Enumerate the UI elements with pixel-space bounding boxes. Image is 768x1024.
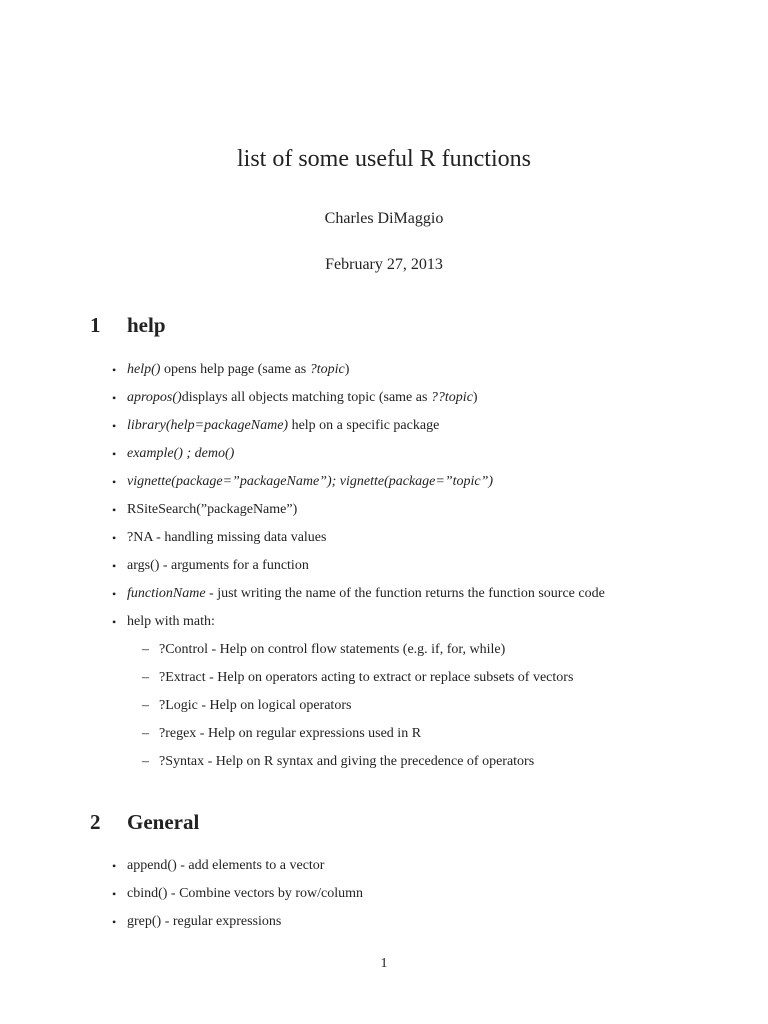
list-item xyxy=(112,530,605,558)
function-name: library(help=packageName) xyxy=(127,418,289,433)
bullet-icon: • xyxy=(112,391,117,405)
list-item xyxy=(112,474,605,502)
document-author: Charles DiMaggio xyxy=(324,210,444,227)
bullet-icon: • xyxy=(112,363,117,377)
function-name: ??topic xyxy=(430,390,473,405)
item-text: ?Extract - Help on operators acting to extract or replace subsets of vectors xyxy=(159,670,574,685)
list-item xyxy=(112,418,605,446)
item-text: help on a specific package xyxy=(288,418,440,433)
sublist-item xyxy=(142,754,573,782)
function-name: apropos() xyxy=(127,390,182,405)
bullet-icon: • xyxy=(112,859,117,873)
sublist-item xyxy=(142,698,573,726)
bullet-icon: • xyxy=(112,587,117,601)
item-text: ) xyxy=(472,390,478,405)
list-item xyxy=(112,502,605,530)
bullet-icon: • xyxy=(112,887,117,901)
dash-icon: – xyxy=(142,754,149,769)
item-text: ?regex - Help on regular expressions used in R xyxy=(159,726,422,741)
item-text: ) xyxy=(344,362,350,377)
math-help-sublist xyxy=(142,642,573,782)
function-name: functionName xyxy=(127,586,206,601)
bullet-icon: • xyxy=(112,475,117,489)
item-text: cbind() - Combine vectors by row/column xyxy=(127,886,364,901)
list-item xyxy=(112,858,363,886)
section-heading-help xyxy=(90,313,166,338)
page-number: 1 xyxy=(380,956,388,971)
item-text: opens help page (same as xyxy=(160,362,310,377)
list-item xyxy=(112,558,605,586)
item-text: grep() - regular expressions xyxy=(127,914,282,929)
list-item xyxy=(112,362,605,390)
dash-icon: – xyxy=(142,670,149,685)
help-function-list xyxy=(112,362,605,642)
list-item xyxy=(112,586,605,614)
bullet-icon: • xyxy=(112,915,117,929)
item-text: ?Logic - Help on logical operators xyxy=(159,698,352,713)
item-text: ?NA - handling missing data values xyxy=(127,530,327,545)
section-heading-general xyxy=(90,810,199,835)
sublist-item xyxy=(142,642,573,670)
item-text: - just writing the name of the function returns the function source code xyxy=(205,586,605,601)
list-item xyxy=(112,446,605,474)
function-name: help() xyxy=(127,362,161,377)
function-name: vignette(package=”packageName”); vignette(package=”topic”) xyxy=(127,474,494,489)
item-text: RSiteSearch(”packageName”) xyxy=(127,502,298,517)
item-text: ?Control - Help on control flow statements (e.g. if, for, while) xyxy=(159,642,506,657)
bullet-icon: • xyxy=(112,419,117,433)
list-item xyxy=(112,614,605,642)
item-text: args() - arguments for a function xyxy=(127,558,309,573)
section-title: General xyxy=(127,810,200,834)
dash-icon: – xyxy=(142,698,149,713)
item-text: ?Syntax - Help on R syntax and giving the precedence of operators xyxy=(159,754,535,769)
list-item xyxy=(112,914,363,942)
section-number: 1 xyxy=(90,313,101,337)
document-title: list of some useful R functions xyxy=(237,146,531,172)
item-text: displays all objects matching topic (same as xyxy=(181,390,431,405)
function-name: example() ; demo() xyxy=(127,446,235,461)
dash-icon: – xyxy=(142,726,149,741)
bullet-icon: • xyxy=(112,503,117,517)
sublist-item xyxy=(142,670,573,698)
bullet-icon: • xyxy=(112,559,117,573)
item-text: append() - add elements to a vector xyxy=(127,858,325,873)
list-item xyxy=(112,390,605,418)
document-date: February 27, 2013 xyxy=(325,256,443,273)
item-text: help with math: xyxy=(127,614,215,629)
bullet-icon: • xyxy=(112,447,117,461)
bullet-icon: • xyxy=(112,531,117,545)
section-title: help xyxy=(127,313,166,337)
bullet-icon: • xyxy=(112,615,117,629)
list-item xyxy=(112,886,363,914)
section-number: 2 xyxy=(90,810,101,834)
sublist-item xyxy=(142,726,573,754)
dash-icon: – xyxy=(142,642,149,657)
function-name: ?topic xyxy=(309,362,345,377)
general-function-list xyxy=(112,858,363,942)
